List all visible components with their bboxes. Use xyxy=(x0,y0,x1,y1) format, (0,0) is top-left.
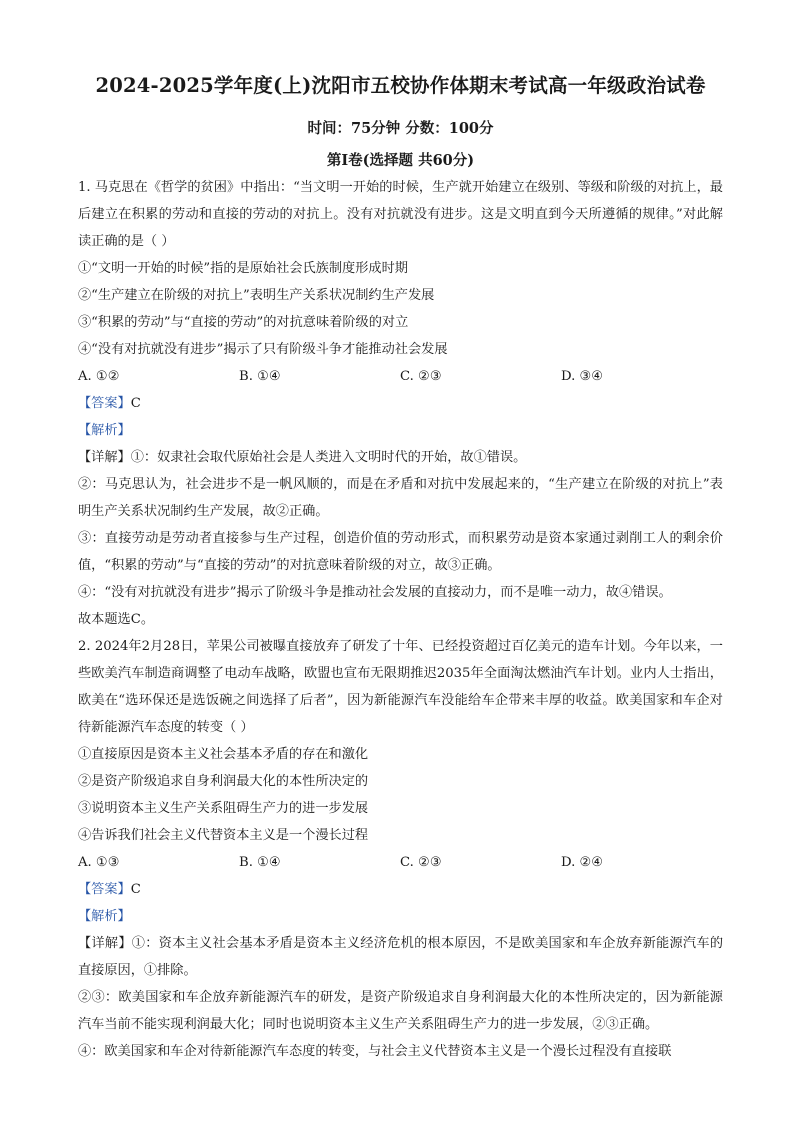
exam-time-score: 时间：75分钟 分数：100分 xyxy=(307,120,494,137)
q2-analysis-tag: 【解析】 xyxy=(78,909,131,924)
q1-detail-3: ③：直接劳动是劳动者直接参与生产过程，创造价值的劳动形式，而积累劳动是资本家通过剥削工人的剩余价值，“积累的劳动”与“直接的劳动”的对抗意味着阶级的对立，故③正确。 xyxy=(78,531,723,573)
q2-detail-1: 【详解】①：资本主义社会基本矛盾是资本主义经济危机的根本原因，不是欧美国家和车企放弃新能源汽车的直接原因，①排除。 xyxy=(78,936,724,978)
q1-answer-value: C xyxy=(130,396,141,411)
q1-item-4: ④“没有对抗就没有进步”揭示了只有阶级斗争才能推动社会发展 xyxy=(78,342,448,357)
q2-answer xyxy=(78,876,723,903)
q1-answer-tag: 【答案】 xyxy=(78,396,131,411)
q1-item-3: ③“积累的劳动”与“直接的劳动”的对抗意味着阶级的对立 xyxy=(78,315,409,330)
q1-item-2: ②“生产建立在阶级的对抗上”表明生产关系状况制约生产发展 xyxy=(78,288,435,303)
q2-option-b: B. ①④ xyxy=(239,855,281,870)
q1-detail-tag: 【详解】 xyxy=(78,450,131,465)
q2-option-d: D. ②④ xyxy=(561,855,604,870)
q1-option-b: B. ①④ xyxy=(239,369,281,384)
q1-option-d: D. ③④ xyxy=(561,369,604,384)
section-heading: 第Ⅰ卷(选择题 共60分) xyxy=(326,152,475,169)
exam-title: 2024-2025学年度(上)沈阳市五校协作体期末考试高一年级政治试卷 xyxy=(95,74,706,97)
q2-stem: 2. 2024年2月28日，苹果公司被曝直接放弃了研发了十年、已经投资超过百亿美元的造车计划。今年以来，一些欧美汽车制造商调整了电动车战略，欧盟也宣布无限期推迟2035年全面淘汰燃油汽车计划。业内人士指出，欧美在“选环保还是选饭碗之间选择了后者”，因为新能源汽车没能给车企带来丰厚的收益。欧美国家和车企对待新能源汽车态度的转变（ ） xyxy=(78,639,723,735)
q2-item-4: ④告诉我们社会主义代替资本主义是一个漫长过程 xyxy=(78,828,369,843)
q2-detail-2: ②③：欧美国家和车企放弃新能源汽车的研发，是资产阶级追求自身利润最大化的本性所决定的，因为新能源汽车当前不能实现利润最大化；同时也说明资本主义生产关系阻碍生产力的进一步发展，②③正确。 xyxy=(78,990,723,1032)
q1-options xyxy=(78,363,723,390)
q1-detail-1: 【详解】①：奴隶社会取代原始社会是人类进入文明时代的开始，故①错误。 xyxy=(78,450,527,465)
q1-stem: 1. 马克思在《哲学的贫困》中指出：“当文明一开始的时候，生产就开始建立在级别、等级和阶级的对抗上，最后建立在积累的劳动和直接的劳动的对抗上。没有对抗就没有进步。这是文明直到今天所遵循的规律。”对此解读正确的是（ ） xyxy=(78,180,723,249)
q1-detail-4: ④：“没有对抗就没有进步”揭示了阶级斗争是推动社会发展的直接动力，而不是唯一动力，故④错误。 xyxy=(78,585,672,600)
q1-detail-2: ②：马克思认为，社会进步不是一帆风顺的，而是在矛盾和对抗中发展起来的，“生产建立在阶级的对抗上”表明生产关系状况制约生产发展，故②正确。 xyxy=(78,477,723,519)
q2-option-a: A. ①③ xyxy=(78,855,120,870)
q1-analysis-tag: 【解析】 xyxy=(78,423,131,438)
q1-answer xyxy=(78,390,723,417)
q2-item-3: ③说明资本主义生产关系阻碍生产力的进一步发展 xyxy=(78,801,369,816)
q2-answer-tag: 【答案】 xyxy=(78,882,131,897)
q2-item-2: ②是资产阶级追求自身利润最大化的本性所决定的 xyxy=(78,774,369,789)
q1-option-a: A. ①② xyxy=(78,369,120,384)
q2-item-1: ①直接原因是资本主义社会基本矛盾的存在和激化 xyxy=(78,747,369,762)
q2-detail-tag: 【详解】 xyxy=(78,936,132,951)
q1-option-c: C. ②③ xyxy=(400,369,442,384)
q1-item-1: ①“文明一开始的时候”指的是原始社会氏族制度形成时期 xyxy=(78,261,408,276)
q2-answer-value: C xyxy=(130,882,141,897)
q1-conclusion: 故本题选C。 xyxy=(78,612,155,627)
q2-detail-3: ④：欧美国家和车企对待新能源汽车态度的转变，与社会主义代替资本主义是一个漫长过程没有直接联 xyxy=(78,1044,672,1059)
q2-options xyxy=(78,849,723,876)
q2-option-c: C. ②③ xyxy=(400,855,442,870)
